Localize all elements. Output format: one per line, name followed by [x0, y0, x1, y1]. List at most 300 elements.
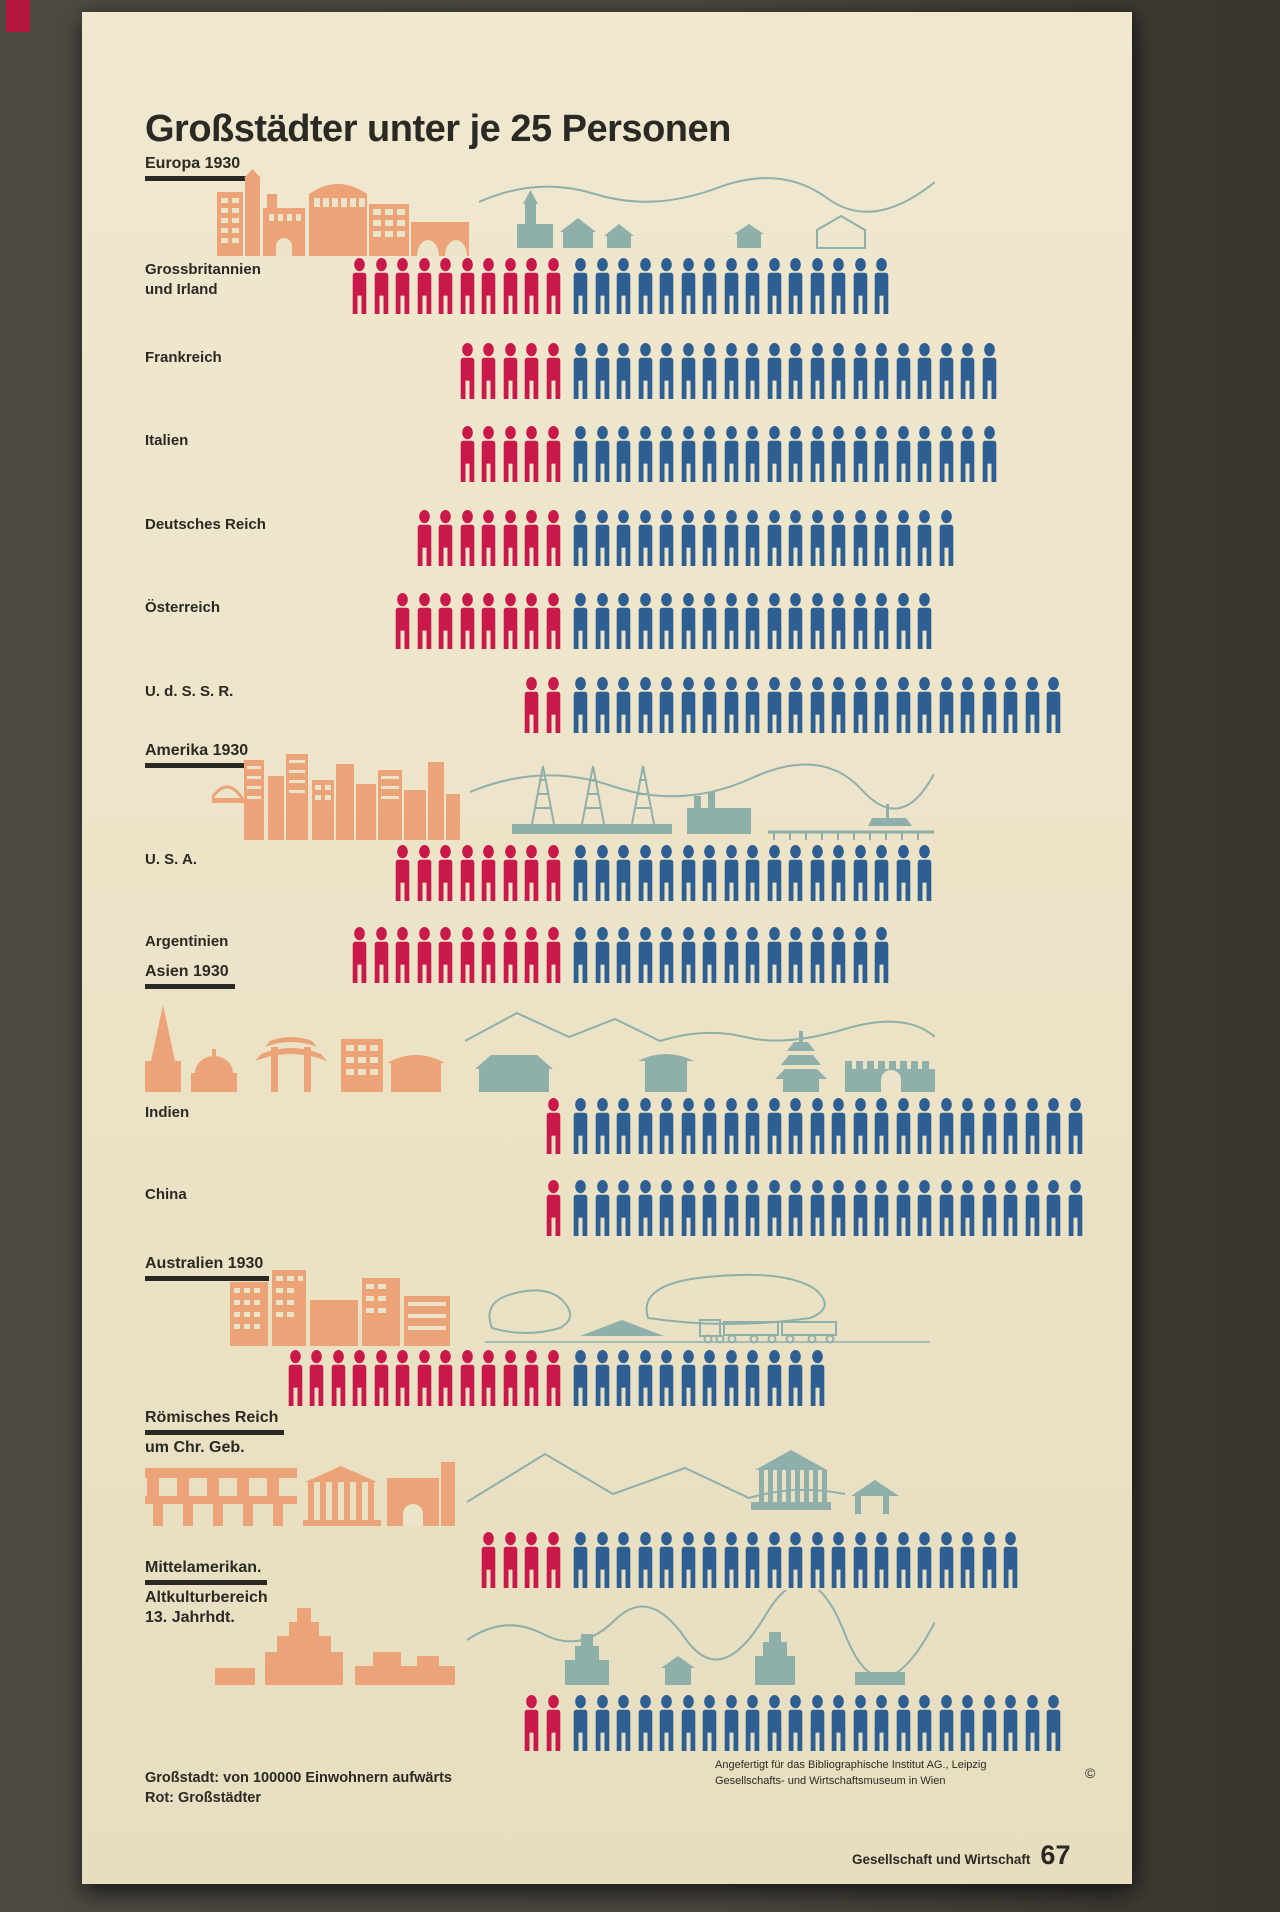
person-icon-red — [458, 1350, 477, 1406]
person-icon-blue — [743, 426, 762, 482]
person-icon-blue — [593, 510, 612, 566]
person-icon-red — [522, 845, 541, 901]
person-icon-blue — [657, 1180, 676, 1236]
person-icon-red — [350, 258, 369, 314]
row-label-deutsches-reich: Deutsches Reich — [145, 516, 266, 533]
person-icon-blue — [851, 1098, 870, 1154]
poster-page — [82, 12, 1132, 1884]
person-icon-blue — [765, 1098, 784, 1154]
person-icon-blue — [894, 1532, 913, 1588]
person-icon-blue — [937, 1695, 956, 1751]
person-icon-blue — [829, 426, 848, 482]
person-icon-blue — [593, 677, 612, 733]
row-label-usa: U. S. A. — [145, 851, 197, 868]
person-icon-blue — [894, 1180, 913, 1236]
person-icon-red — [415, 510, 434, 566]
person-icon-blue — [571, 258, 590, 314]
person-icon-blue — [614, 927, 633, 983]
person-icon-red — [393, 1350, 412, 1406]
person-icon-blue — [679, 1350, 698, 1406]
credit-text: Angefertigt für das Bibliographische Institut AG., Leipzig Gesellschafts- und Wirtschaftsmuseum in Wien — [715, 1759, 987, 1787]
person-icon-blue — [765, 845, 784, 901]
person-icon-blue — [743, 927, 762, 983]
page-title: Großstädter unter je 25 Personen — [145, 108, 731, 150]
person-icon-blue — [1023, 1098, 1042, 1154]
person-icon-blue — [765, 927, 784, 983]
person-icon-red — [522, 1350, 541, 1406]
person-icon-blue — [1044, 1695, 1063, 1751]
person-icon-blue — [980, 1532, 999, 1588]
person-icon-blue — [722, 1098, 741, 1154]
person-icon-blue — [894, 845, 913, 901]
person-icon-blue — [958, 1098, 977, 1154]
pictogram-row-udssr — [82, 677, 1132, 733]
person-icon-blue — [829, 343, 848, 399]
person-icon-blue — [765, 258, 784, 314]
person-icon-blue — [851, 677, 870, 733]
legend-line-red: Rot: Großstädter — [145, 1790, 261, 1806]
person-icon-blue — [636, 927, 655, 983]
person-icon-blue — [829, 1180, 848, 1236]
person-icon-blue — [722, 845, 741, 901]
person-icon-red — [544, 1180, 563, 1236]
person-icon-blue — [593, 1350, 612, 1406]
person-icon-blue — [700, 426, 719, 482]
person-icon-blue — [614, 1350, 633, 1406]
section-label-europa: Europa 1930 — [145, 154, 246, 181]
person-icon-blue — [679, 593, 698, 649]
person-icon-blue — [679, 1098, 698, 1154]
person-icon-red — [393, 927, 412, 983]
person-icon-blue — [937, 426, 956, 482]
person-icon-blue — [700, 510, 719, 566]
person-icon-blue — [657, 1350, 676, 1406]
person-icon-blue — [1023, 677, 1042, 733]
person-icon-red — [415, 1350, 434, 1406]
person-icon-blue — [958, 1695, 977, 1751]
person-icon-red — [522, 1695, 541, 1751]
corner-red-mark — [6, 0, 30, 32]
row-label-italien: Italien — [145, 432, 189, 449]
australien-city-country-illustration — [230, 1268, 930, 1346]
person-icon-red — [544, 927, 563, 983]
person-icon-blue — [700, 593, 719, 649]
person-icon-blue — [808, 677, 827, 733]
person-icon-blue — [679, 426, 698, 482]
row-label-grossbritannien: Grossbritannien und Irland — [145, 261, 261, 298]
pictogram-row-indien — [82, 1098, 1132, 1154]
person-icon-blue — [894, 593, 913, 649]
pictogram-row-australien — [82, 1350, 1132, 1406]
person-icon-blue — [786, 1180, 805, 1236]
person-icon-blue — [614, 1695, 633, 1751]
person-icon-red — [286, 1350, 305, 1406]
person-icon-blue — [872, 343, 891, 399]
person-icon-blue — [894, 426, 913, 482]
person-icon-red — [372, 1350, 391, 1406]
person-icon-blue — [937, 1532, 956, 1588]
person-icon-red — [415, 927, 434, 983]
person-icon-blue — [614, 677, 633, 733]
asien-city-country-illustration — [145, 997, 935, 1092]
person-icon-blue — [1023, 1695, 1042, 1751]
person-icon-blue — [593, 1695, 612, 1751]
person-icon-blue — [1023, 1180, 1042, 1236]
person-icon-red — [458, 845, 477, 901]
person-icon-red — [544, 1695, 563, 1751]
person-icon-blue — [872, 845, 891, 901]
person-icon-blue — [743, 1180, 762, 1236]
person-icon-blue — [679, 1695, 698, 1751]
person-icon-blue — [614, 258, 633, 314]
person-icon-blue — [743, 343, 762, 399]
person-icon-blue — [937, 677, 956, 733]
person-icon-red — [307, 1350, 326, 1406]
person-icon-red — [544, 845, 563, 901]
person-icon-blue — [636, 845, 655, 901]
person-icon-blue — [765, 677, 784, 733]
person-icon-blue — [765, 1350, 784, 1406]
person-icon-blue — [593, 426, 612, 482]
person-icon-blue — [786, 845, 805, 901]
person-icon-blue — [786, 1098, 805, 1154]
person-icon-blue — [829, 677, 848, 733]
person-icon-red — [501, 1350, 520, 1406]
person-icon-blue — [937, 1098, 956, 1154]
person-icon-blue — [700, 927, 719, 983]
person-icon-blue — [636, 1532, 655, 1588]
section-label-roemisches-reich: Römisches Reich um Chr. Geb. — [145, 1408, 284, 1458]
person-icon-blue — [614, 510, 633, 566]
person-icon-blue — [851, 426, 870, 482]
person-icon-blue — [636, 510, 655, 566]
person-icon-blue — [872, 1695, 891, 1751]
person-icon-blue — [743, 510, 762, 566]
person-icon-red — [479, 1532, 498, 1588]
row-label-indien: Indien — [145, 1104, 190, 1121]
person-icon-blue — [851, 1695, 870, 1751]
pictogram-row-oesterreich — [82, 593, 1132, 649]
amerika-city-country-illustration — [212, 752, 934, 840]
person-icon-blue — [636, 593, 655, 649]
person-icon-blue — [679, 343, 698, 399]
person-icon-blue — [980, 1695, 999, 1751]
person-icon-blue — [593, 1098, 612, 1154]
person-icon-red — [415, 258, 434, 314]
person-icon-red — [544, 1350, 563, 1406]
person-icon-blue — [765, 593, 784, 649]
person-icon-red — [544, 593, 563, 649]
person-icon-blue — [700, 1350, 719, 1406]
person-icon-blue — [1001, 1180, 1020, 1236]
person-icon-blue — [765, 1532, 784, 1588]
person-icon-blue — [636, 1695, 655, 1751]
roemisches-reich-illustration — [145, 1440, 935, 1526]
person-icon-blue — [829, 510, 848, 566]
person-icon-blue — [808, 845, 827, 901]
person-icon-blue — [679, 927, 698, 983]
person-icon-red — [393, 593, 412, 649]
person-icon-blue — [872, 1098, 891, 1154]
person-icon-blue — [636, 258, 655, 314]
person-icon-blue — [593, 593, 612, 649]
person-icon-blue — [786, 593, 805, 649]
person-icon-red — [458, 343, 477, 399]
person-icon-blue — [614, 343, 633, 399]
person-icon-blue — [722, 1180, 741, 1236]
person-icon-red — [501, 593, 520, 649]
person-icon-blue — [593, 1180, 612, 1236]
person-icon-blue — [743, 258, 762, 314]
person-icon-blue — [657, 510, 676, 566]
section-label-asien: Asien 1930 — [145, 962, 235, 989]
pictogram-row-usa — [82, 845, 1132, 901]
person-icon-blue — [679, 677, 698, 733]
person-icon-blue — [593, 1532, 612, 1588]
person-icon-blue — [915, 845, 934, 901]
person-icon-blue — [829, 1532, 848, 1588]
person-icon-red — [522, 593, 541, 649]
person-icon-blue — [700, 343, 719, 399]
person-icon-blue — [851, 1532, 870, 1588]
person-icon-blue — [872, 677, 891, 733]
person-icon-blue — [980, 1098, 999, 1154]
person-icon-blue — [657, 927, 676, 983]
person-icon-blue — [786, 1695, 805, 1751]
person-icon-blue — [571, 677, 590, 733]
person-icon-blue — [614, 1180, 633, 1236]
person-icon-red — [479, 1350, 498, 1406]
person-icon-blue — [743, 677, 762, 733]
person-icon-blue — [958, 1180, 977, 1236]
person-icon-blue — [894, 677, 913, 733]
person-icon-blue — [636, 343, 655, 399]
person-icon-blue — [700, 1180, 719, 1236]
person-icon-red — [479, 343, 498, 399]
person-icon-blue — [571, 1350, 590, 1406]
copyright-symbol: © — [1085, 1765, 1096, 1781]
person-icon-blue — [872, 593, 891, 649]
person-icon-blue — [808, 1350, 827, 1406]
person-icon-red — [393, 258, 412, 314]
person-icon-red — [415, 845, 434, 901]
person-icon-blue — [872, 258, 891, 314]
person-icon-red — [501, 343, 520, 399]
pictogram-row-deutsches-reich — [82, 510, 1132, 566]
person-icon-blue — [894, 343, 913, 399]
person-icon-blue — [614, 426, 633, 482]
person-icon-blue — [657, 845, 676, 901]
person-icon-blue — [743, 1532, 762, 1588]
person-icon-red — [436, 258, 455, 314]
person-icon-red — [479, 510, 498, 566]
person-icon-blue — [1001, 1695, 1020, 1751]
mittelamerika-illustration — [145, 1590, 935, 1685]
person-icon-blue — [657, 1695, 676, 1751]
person-icon-red — [544, 258, 563, 314]
person-icon-red — [436, 510, 455, 566]
person-icon-blue — [1044, 1098, 1063, 1154]
person-icon-blue — [786, 510, 805, 566]
person-icon-blue — [915, 1695, 934, 1751]
person-icon-blue — [722, 927, 741, 983]
person-icon-blue — [808, 1695, 827, 1751]
person-icon-blue — [765, 1180, 784, 1236]
person-icon-blue — [829, 1098, 848, 1154]
person-icon-blue — [679, 1180, 698, 1236]
europa-city-country-illustration — [217, 168, 935, 256]
person-icon-blue — [571, 1180, 590, 1236]
person-icon-blue — [829, 845, 848, 901]
person-icon-blue — [571, 426, 590, 482]
person-icon-red — [436, 1350, 455, 1406]
person-icon-blue — [700, 258, 719, 314]
person-icon-red — [372, 927, 391, 983]
person-icon-blue — [808, 1098, 827, 1154]
person-icon-red — [479, 927, 498, 983]
person-icon-red — [479, 593, 498, 649]
series-name: Gesellschaft und Wirtschaft — [852, 1852, 1031, 1867]
person-icon-red — [501, 927, 520, 983]
person-icon-blue — [1044, 677, 1063, 733]
person-icon-blue — [1001, 1098, 1020, 1154]
pictogram-row-frankreich — [82, 343, 1132, 399]
person-icon-red — [544, 510, 563, 566]
person-icon-blue — [851, 1180, 870, 1236]
person-icon-blue — [915, 343, 934, 399]
person-icon-red — [522, 426, 541, 482]
person-icon-red — [544, 343, 563, 399]
person-icon-blue — [571, 343, 590, 399]
person-icon-blue — [980, 1180, 999, 1236]
person-icon-blue — [679, 845, 698, 901]
person-icon-red — [501, 1532, 520, 1588]
section-label-mittelamerika: Mittelamerikan. Altkulturbereich 13. Jahrhdt. — [145, 1559, 268, 1626]
person-icon-red — [436, 593, 455, 649]
person-icon-red — [458, 426, 477, 482]
person-icon-blue — [571, 1098, 590, 1154]
page-number: 67 — [1040, 1840, 1071, 1870]
person-icon-blue — [829, 593, 848, 649]
person-icon-blue — [571, 1532, 590, 1588]
row-label-udssr: U. d. S. S. R. — [145, 683, 234, 700]
person-icon-blue — [593, 845, 612, 901]
section-label-amerika: Amerika 1930 — [145, 741, 254, 768]
person-icon-blue — [851, 593, 870, 649]
person-icon-blue — [593, 927, 612, 983]
person-icon-blue — [571, 593, 590, 649]
person-icon-blue — [700, 1098, 719, 1154]
person-icon-blue — [915, 1098, 934, 1154]
person-icon-red — [501, 426, 520, 482]
person-icon-blue — [958, 426, 977, 482]
person-icon-blue — [743, 845, 762, 901]
person-icon-blue — [872, 426, 891, 482]
person-icon-red — [522, 927, 541, 983]
section-label-australien: Australien 1930 — [145, 1254, 269, 1281]
person-icon-blue — [786, 1350, 805, 1406]
person-icon-blue — [851, 510, 870, 566]
person-icon-blue — [743, 1350, 762, 1406]
person-icon-blue — [872, 1180, 891, 1236]
person-icon-blue — [851, 258, 870, 314]
person-icon-blue — [829, 927, 848, 983]
person-icon-blue — [808, 927, 827, 983]
person-icon-blue — [679, 1532, 698, 1588]
person-icon-blue — [808, 426, 827, 482]
person-icon-blue — [786, 927, 805, 983]
person-icon-blue — [980, 426, 999, 482]
person-icon-blue — [808, 510, 827, 566]
person-icon-blue — [765, 1695, 784, 1751]
person-icon-blue — [808, 258, 827, 314]
person-icon-blue — [636, 426, 655, 482]
person-icon-red — [393, 845, 412, 901]
person-icon-red — [458, 510, 477, 566]
person-icon-red — [350, 927, 369, 983]
person-icon-blue — [786, 258, 805, 314]
person-icon-blue — [958, 677, 977, 733]
person-icon-blue — [593, 343, 612, 399]
person-icon-blue — [937, 343, 956, 399]
person-icon-blue — [1066, 1180, 1085, 1236]
person-icon-blue — [614, 593, 633, 649]
person-icon-blue — [1066, 1098, 1085, 1154]
person-icon-red — [501, 258, 520, 314]
person-icon-blue — [915, 426, 934, 482]
person-icon-blue — [915, 677, 934, 733]
person-icon-red — [350, 1350, 369, 1406]
person-icon-blue — [851, 343, 870, 399]
person-icon-blue — [700, 845, 719, 901]
person-icon-blue — [1001, 677, 1020, 733]
person-icon-blue — [679, 510, 698, 566]
person-icon-red — [458, 927, 477, 983]
person-icon-blue — [636, 1350, 655, 1406]
person-icon-blue — [679, 258, 698, 314]
person-icon-blue — [636, 1098, 655, 1154]
person-icon-blue — [1044, 1180, 1063, 1236]
person-icon-blue — [808, 593, 827, 649]
person-icon-blue — [722, 1350, 741, 1406]
person-icon-blue — [765, 426, 784, 482]
person-icon-red — [522, 1532, 541, 1588]
person-icon-blue — [614, 1098, 633, 1154]
person-icon-blue — [614, 845, 633, 901]
person-icon-blue — [571, 1695, 590, 1751]
person-icon-blue — [937, 1180, 956, 1236]
person-icon-blue — [915, 1180, 934, 1236]
person-icon-blue — [829, 1695, 848, 1751]
pictogram-row-italien — [82, 426, 1132, 482]
person-icon-red — [522, 510, 541, 566]
person-icon-blue — [743, 1098, 762, 1154]
person-icon-blue — [571, 927, 590, 983]
person-icon-blue — [722, 593, 741, 649]
person-icon-blue — [700, 1695, 719, 1751]
person-icon-blue — [915, 1532, 934, 1588]
person-icon-blue — [722, 426, 741, 482]
person-icon-blue — [872, 1532, 891, 1588]
person-icon-blue — [915, 510, 934, 566]
person-icon-blue — [937, 510, 956, 566]
person-icon-blue — [894, 1695, 913, 1751]
person-icon-blue — [786, 677, 805, 733]
pictogram-row-grossbritannien — [82, 258, 1132, 314]
pictogram-row-argentinien — [82, 927, 1132, 983]
person-icon-red — [544, 426, 563, 482]
person-icon-blue — [765, 343, 784, 399]
